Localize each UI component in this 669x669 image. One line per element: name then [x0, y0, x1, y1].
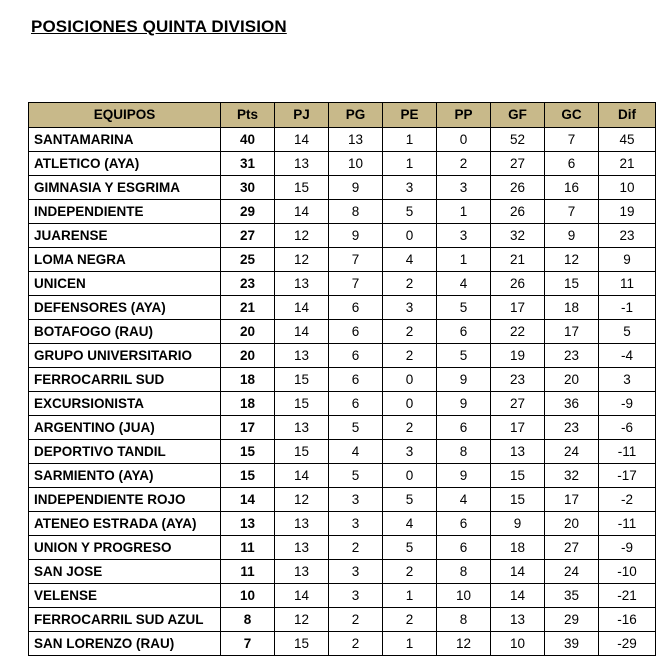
gc-cell: 9: [545, 224, 599, 248]
dif-cell: -6: [599, 416, 656, 440]
pe-cell: 1: [383, 584, 437, 608]
team-cell: FERROCARRIL SUD AZUL: [29, 608, 221, 632]
team-cell: FERROCARRIL SUD: [29, 368, 221, 392]
table-row: [29, 224, 656, 248]
dif-cell: 10: [599, 176, 656, 200]
team-cell: VELENSE: [29, 584, 221, 608]
table-row: [29, 488, 656, 512]
pg-cell: 2: [329, 632, 383, 656]
pts-cell: 27: [221, 224, 275, 248]
pp-cell: 9: [437, 464, 491, 488]
pj-cell: 12: [275, 608, 329, 632]
pe-cell: 3: [383, 176, 437, 200]
dif-cell: -17: [599, 464, 656, 488]
pe-cell: 3: [383, 440, 437, 464]
pj-cell: 15: [275, 368, 329, 392]
gf-cell: 9: [491, 512, 545, 536]
pg-cell: 7: [329, 272, 383, 296]
table-row: [29, 560, 656, 584]
pg-cell: 6: [329, 296, 383, 320]
pj-cell: 14: [275, 320, 329, 344]
table-row: [29, 320, 656, 344]
table-row: [29, 464, 656, 488]
column-header-dif: Dif: [599, 103, 656, 128]
dif-cell: -16: [599, 608, 656, 632]
page-title: POSICIONES QUINTA DIVISION: [31, 17, 287, 36]
team-cell: ARGENTINO (JUA): [29, 416, 221, 440]
team-cell: SAN LORENZO (RAU): [29, 632, 221, 656]
dif-cell: 3: [599, 368, 656, 392]
gc-cell: 29: [545, 608, 599, 632]
pp-cell: 5: [437, 344, 491, 368]
pe-cell: 2: [383, 320, 437, 344]
pp-cell: 4: [437, 272, 491, 296]
pts-cell: 8: [221, 608, 275, 632]
pp-cell: 9: [437, 368, 491, 392]
team-cell: GRUPO UNIVERSITARIO: [29, 344, 221, 368]
pj-cell: 13: [275, 272, 329, 296]
team-cell: LOMA NEGRA: [29, 248, 221, 272]
pj-cell: 14: [275, 200, 329, 224]
table-row: [29, 176, 656, 200]
team-cell: DEPORTIVO TANDIL: [29, 440, 221, 464]
gf-cell: 15: [491, 464, 545, 488]
gf-cell: 26: [491, 272, 545, 296]
gf-cell: 13: [491, 440, 545, 464]
gf-cell: 27: [491, 392, 545, 416]
gf-cell: 27: [491, 152, 545, 176]
table-row: [29, 152, 656, 176]
pj-cell: 15: [275, 440, 329, 464]
dif-cell: -9: [599, 392, 656, 416]
table-row: [29, 344, 656, 368]
pj-cell: 12: [275, 248, 329, 272]
gc-cell: 20: [545, 512, 599, 536]
dif-cell: -9: [599, 536, 656, 560]
gc-cell: 7: [545, 128, 599, 152]
gc-cell: 35: [545, 584, 599, 608]
table-row: [29, 296, 656, 320]
table-row: [29, 608, 656, 632]
pg-cell: 7: [329, 248, 383, 272]
team-cell: SAN JOSE: [29, 560, 221, 584]
team-cell: UNION Y PROGRESO: [29, 536, 221, 560]
pp-cell: 3: [437, 224, 491, 248]
pe-cell: 5: [383, 536, 437, 560]
pe-cell: 1: [383, 152, 437, 176]
pg-cell: 2: [329, 536, 383, 560]
gf-cell: 10: [491, 632, 545, 656]
pe-cell: 0: [383, 392, 437, 416]
pts-cell: 31: [221, 152, 275, 176]
pp-cell: 8: [437, 440, 491, 464]
pts-cell: 23: [221, 272, 275, 296]
pg-cell: 10: [329, 152, 383, 176]
dif-cell: -2: [599, 488, 656, 512]
pp-cell: 9: [437, 392, 491, 416]
pj-cell: 15: [275, 632, 329, 656]
table-row: [29, 272, 656, 296]
pts-cell: 20: [221, 344, 275, 368]
pp-cell: 12: [437, 632, 491, 656]
pj-cell: 13: [275, 536, 329, 560]
gc-cell: 24: [545, 440, 599, 464]
standings-body: [29, 128, 656, 656]
pg-cell: 6: [329, 344, 383, 368]
pe-cell: 0: [383, 368, 437, 392]
team-cell: ATENEO ESTRADA (AYA): [29, 512, 221, 536]
pe-cell: 2: [383, 344, 437, 368]
gf-cell: 17: [491, 416, 545, 440]
pp-cell: 8: [437, 560, 491, 584]
pp-cell: 6: [437, 320, 491, 344]
gf-cell: 26: [491, 200, 545, 224]
gc-cell: 17: [545, 320, 599, 344]
column-header-equipos: EQUIPOS: [29, 103, 221, 128]
dif-cell: -11: [599, 440, 656, 464]
pj-cell: 15: [275, 176, 329, 200]
gf-cell: 23: [491, 368, 545, 392]
pts-cell: 7: [221, 632, 275, 656]
pj-cell: 14: [275, 464, 329, 488]
pj-cell: 13: [275, 560, 329, 584]
pp-cell: 6: [437, 536, 491, 560]
pg-cell: 9: [329, 176, 383, 200]
team-cell: UNICEN: [29, 272, 221, 296]
gf-cell: 13: [491, 608, 545, 632]
gf-cell: 14: [491, 584, 545, 608]
pe-cell: 2: [383, 560, 437, 584]
pp-cell: 6: [437, 512, 491, 536]
pp-cell: 6: [437, 416, 491, 440]
column-header-pts: Pts: [221, 103, 275, 128]
pe-cell: 2: [383, 608, 437, 632]
column-header-pg: PG: [329, 103, 383, 128]
pe-cell: 2: [383, 272, 437, 296]
column-header-pj: PJ: [275, 103, 329, 128]
pts-cell: 11: [221, 560, 275, 584]
pj-cell: 12: [275, 488, 329, 512]
pts-cell: 30: [221, 176, 275, 200]
pg-cell: 5: [329, 416, 383, 440]
team-cell: JUARENSE: [29, 224, 221, 248]
team-cell: DEFENSORES (AYA): [29, 296, 221, 320]
dif-cell: 45: [599, 128, 656, 152]
pg-cell: 6: [329, 368, 383, 392]
pe-cell: 0: [383, 224, 437, 248]
dif-cell: -21: [599, 584, 656, 608]
table-row: [29, 440, 656, 464]
table-row: [29, 416, 656, 440]
pj-cell: 14: [275, 584, 329, 608]
gf-cell: 14: [491, 560, 545, 584]
team-cell: INDEPENDIENTE: [29, 200, 221, 224]
table-row: [29, 392, 656, 416]
gc-cell: 6: [545, 152, 599, 176]
gf-cell: 18: [491, 536, 545, 560]
pp-cell: 1: [437, 248, 491, 272]
dif-cell: 23: [599, 224, 656, 248]
table-row: [29, 632, 656, 656]
dif-cell: 5: [599, 320, 656, 344]
pts-cell: 29: [221, 200, 275, 224]
gf-cell: 21: [491, 248, 545, 272]
gf-cell: 52: [491, 128, 545, 152]
pe-cell: 5: [383, 488, 437, 512]
pts-cell: 25: [221, 248, 275, 272]
pp-cell: 1: [437, 200, 491, 224]
dif-cell: -4: [599, 344, 656, 368]
pg-cell: 2: [329, 608, 383, 632]
gc-cell: 17: [545, 488, 599, 512]
dif-cell: 19: [599, 200, 656, 224]
pts-cell: 17: [221, 416, 275, 440]
table-row: [29, 512, 656, 536]
table-row: [29, 368, 656, 392]
gc-cell: 16: [545, 176, 599, 200]
pj-cell: 14: [275, 128, 329, 152]
gf-cell: 32: [491, 224, 545, 248]
table-row: [29, 536, 656, 560]
pts-cell: 40: [221, 128, 275, 152]
pe-cell: 1: [383, 128, 437, 152]
gf-cell: 26: [491, 176, 545, 200]
dif-cell: -29: [599, 632, 656, 656]
pj-cell: 13: [275, 416, 329, 440]
pg-cell: 9: [329, 224, 383, 248]
pg-cell: 6: [329, 392, 383, 416]
pj-cell: 15: [275, 392, 329, 416]
table-row: [29, 200, 656, 224]
gc-cell: 23: [545, 416, 599, 440]
gc-cell: 7: [545, 200, 599, 224]
pg-cell: 8: [329, 200, 383, 224]
pg-cell: 13: [329, 128, 383, 152]
pts-cell: 10: [221, 584, 275, 608]
gf-cell: 22: [491, 320, 545, 344]
pp-cell: 4: [437, 488, 491, 512]
table-row: [29, 584, 656, 608]
pts-cell: 20: [221, 320, 275, 344]
pp-cell: 10: [437, 584, 491, 608]
pg-cell: 3: [329, 512, 383, 536]
team-cell: ATLETICO (AYA): [29, 152, 221, 176]
team-cell: SARMIENTO (AYA): [29, 464, 221, 488]
pe-cell: 0: [383, 464, 437, 488]
pg-cell: 4: [329, 440, 383, 464]
gc-cell: 32: [545, 464, 599, 488]
table-row: [29, 128, 656, 152]
gf-cell: 17: [491, 296, 545, 320]
pj-cell: 13: [275, 152, 329, 176]
team-cell: GIMNASIA Y ESGRIMA: [29, 176, 221, 200]
team-cell: EXCURSIONISTA: [29, 392, 221, 416]
gc-cell: 20: [545, 368, 599, 392]
pg-cell: 6: [329, 320, 383, 344]
pts-cell: 21: [221, 296, 275, 320]
pg-cell: 3: [329, 560, 383, 584]
pj-cell: 14: [275, 296, 329, 320]
column-header-pe: PE: [383, 103, 437, 128]
header-row: [29, 103, 656, 128]
gc-cell: 18: [545, 296, 599, 320]
standings-table: [28, 102, 656, 656]
pp-cell: 2: [437, 152, 491, 176]
gf-cell: 19: [491, 344, 545, 368]
pts-cell: 18: [221, 392, 275, 416]
team-cell: SANTAMARINA: [29, 128, 221, 152]
column-header-gf: GF: [491, 103, 545, 128]
column-header-pp: PP: [437, 103, 491, 128]
dif-cell: -10: [599, 560, 656, 584]
pp-cell: 0: [437, 128, 491, 152]
pp-cell: 3: [437, 176, 491, 200]
pe-cell: 2: [383, 416, 437, 440]
dif-cell: -11: [599, 512, 656, 536]
pe-cell: 4: [383, 512, 437, 536]
pg-cell: 3: [329, 488, 383, 512]
pts-cell: 11: [221, 536, 275, 560]
gc-cell: 39: [545, 632, 599, 656]
pts-cell: 13: [221, 512, 275, 536]
pts-cell: 15: [221, 440, 275, 464]
pts-cell: 14: [221, 488, 275, 512]
pg-cell: 3: [329, 584, 383, 608]
pj-cell: 13: [275, 344, 329, 368]
dif-cell: 21: [599, 152, 656, 176]
gc-cell: 23: [545, 344, 599, 368]
pj-cell: 13: [275, 512, 329, 536]
pj-cell: 12: [275, 224, 329, 248]
pe-cell: 3: [383, 296, 437, 320]
gf-cell: 15: [491, 488, 545, 512]
pe-cell: 4: [383, 248, 437, 272]
pg-cell: 5: [329, 464, 383, 488]
pe-cell: 1: [383, 632, 437, 656]
pp-cell: 8: [437, 608, 491, 632]
gc-cell: 36: [545, 392, 599, 416]
gc-cell: 24: [545, 560, 599, 584]
pts-cell: 18: [221, 368, 275, 392]
gc-cell: 15: [545, 272, 599, 296]
gc-cell: 12: [545, 248, 599, 272]
dif-cell: -1: [599, 296, 656, 320]
table-row: [29, 248, 656, 272]
team-cell: INDEPENDIENTE ROJO: [29, 488, 221, 512]
dif-cell: 9: [599, 248, 656, 272]
pts-cell: 15: [221, 464, 275, 488]
pe-cell: 5: [383, 200, 437, 224]
column-header-gc: GC: [545, 103, 599, 128]
pp-cell: 5: [437, 296, 491, 320]
gc-cell: 27: [545, 536, 599, 560]
dif-cell: 11: [599, 272, 656, 296]
team-cell: BOTAFOGO (RAU): [29, 320, 221, 344]
